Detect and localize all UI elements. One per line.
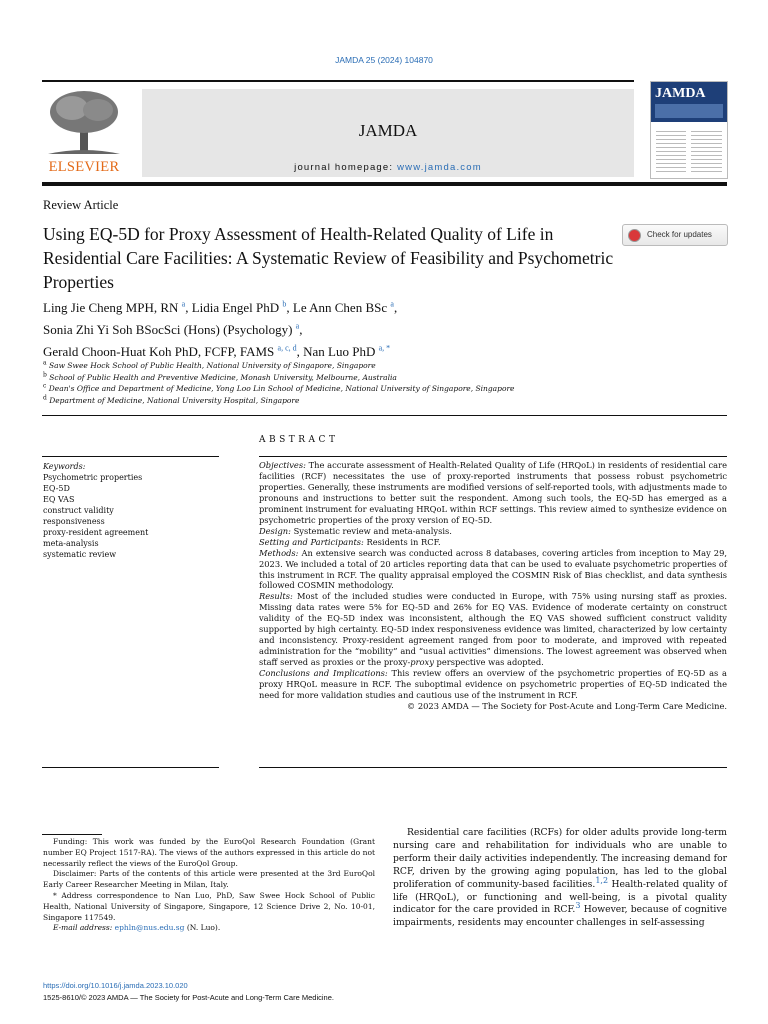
abstract-copyright: © 2023 AMDA — The Society for Post-Acute and Long-Term Care Medicine. <box>406 700 727 711</box>
footnotes <box>43 837 375 934</box>
author-name: Lidia Engel PhD <box>191 300 280 315</box>
crossmark-icon <box>628 229 641 242</box>
author-affiliation-ref[interactable]: a, c, d <box>277 343 297 353</box>
body-text <box>393 827 727 930</box>
correspondence-note: * Address correspondence to Nan Luo, PhD, Saw Swee Hock School of Public Health, National University of Singapore, Singapore, 12 Science Drive 2, No. 10-01, Singapore 117549. <box>43 890 375 922</box>
author-name: Le Ann Chen BSc <box>292 300 388 315</box>
article-title: Using EQ-5D for Proxy Assessment of Health-Related Quality of Life in Residential Care Facilities: A Systematic Review of Feasibility and Psychometric Properties <box>43 224 614 292</box>
journal-citation[interactable]: JAMDA 25 (2024) 104870 <box>335 55 433 65</box>
abstract-rule-top <box>259 456 727 457</box>
homepage-link[interactable]: www.jamda.com <box>397 162 482 173</box>
abstract-methods: Methods: An extensive search was conducted across 8 databases, covering articles from inception to May 29, 2023. We included a total of 20 articles reporting data that can be used to evaluate psychometric properties of this instrument in RCF. The quality appraisal employed the COSMIN Risk of Bias checklist, and data synthesis followed COSMIN methodology. <box>259 547 727 591</box>
author-affiliation-ref[interactable]: a <box>295 321 300 331</box>
journal-name: JAMDA <box>358 121 418 140</box>
cover-title: JAMDA <box>655 86 706 101</box>
author-name: Nan Luo PhD <box>303 344 376 359</box>
elsevier-logo[interactable] <box>42 88 126 176</box>
homepage-label: journal homepage: <box>294 162 394 173</box>
section-rule <box>42 415 727 416</box>
cover-band <box>651 82 727 122</box>
author-name: Gerald Choon-Huat Koh PhD, FCFP, FAMS <box>43 344 275 359</box>
author-name: Ling Jie Cheng MPH, RN <box>43 300 179 315</box>
abstract-results: Results: Most of the included studies were conducted in Europe, with 75% using nursing staff as proxies. Missing data rates were 5% for EQ-5D and 26% for EQ VAS. Evidence of moderate certainty on construct validity of the EQ-5D index was inconsistent, although the EQ VAS showed sufficient construct validity supported by high certainty. EQ-5D index responsiveness evidence was limited, characterized by low certainty and inconsistency. Proxy-resident agreement ranged from poor to moderate, and improved with repeated administration for the “mobility” and “usual activities” dimensions. The lowest agreement was observed when staff served as proxies or the proxy-proxy perspective was adopted. <box>259 591 727 668</box>
keywords-label: Keywords: <box>43 462 86 471</box>
author-affiliation-ref[interactable]: a, * <box>378 343 391 353</box>
page-bottom-info <box>43 980 334 1003</box>
journal-cover[interactable] <box>650 81 728 179</box>
cover-text-lines <box>691 128 722 172</box>
reference-link[interactable]: 3 <box>575 901 581 911</box>
header-thick-rule <box>42 182 727 186</box>
issn-copyright: 1525-8610/© 2023 AMDA — The Society for Post-Acute and Long-Term Care Medicine. <box>43 992 334 1002</box>
journal-homepage <box>142 162 634 173</box>
affiliation-item: $^c$ Dean's Office and Department of Medicine, Yong Loo Lin School of Medicine, National University of Singapore, Singapore <box>43 382 515 393</box>
keyword: EQ-5D <box>43 484 70 493</box>
keyword: Psychometric properties <box>43 473 143 482</box>
footnote-rule <box>42 834 102 835</box>
affiliations <box>43 360 515 406</box>
keyword: proxy-resident agreement <box>43 528 149 537</box>
check-for-updates-button[interactable] <box>622 224 728 246</box>
abstract-rule-bottom <box>259 767 727 768</box>
abstract-conclusions: Conclusions and Implications: This review offers an overview of the psychometric properties of EQ-5D as a proxy HRQoL measure in RCF. The suboptimal evidence on psychometric properties of EQ-5D indicated the need for more validation studies and cautious use of the instrument in RCF. <box>259 668 727 701</box>
keyword: systematic review <box>43 550 117 559</box>
article-type: Review Article <box>43 198 119 212</box>
abstract-body <box>259 460 727 712</box>
body-paragraph: Residential care facilities (RCFs) for older adults provide long-term nursing care and rehabilitation for individuals who are unable to perform their daily activities independently. The increasing demand for RCF, driven by the growing aging population, has led to the global proliferation of community-based facilities.$^{1,2}$ Health-related quality of life (HRQoL), or functioning and well-being, is a pivotal quality indicator for the care provided in RCF.$^3$ However, because of cognitive impairments, residents may encounter challenges in self-assessing <box>393 827 727 929</box>
keyword: responsiveness <box>43 517 105 526</box>
author-list: Ling Jie Cheng MPH, RN $^a$, Lidia Engel PhD $^b$, Le Ann Chen BSc $^a$, Sonia Zhi Yi Soh BSocSci (Hons) (Psychology) $^a$, Gerald Choon-Huat Koh PhD, FCFP, FAMS $^{a, c, d}$, Nan Luo PhD $^{a, *}$ <box>43 299 398 359</box>
author-affiliation-ref[interactable]: a <box>181 299 186 309</box>
cover-text-lines <box>656 128 686 172</box>
elsevier-tree-icon <box>42 88 126 158</box>
abstract-objectives: Objectives: The accurate assessment of Health-Related Quality of Life (HRQoL) in residents of residential care facilities (RCF) necessitates the use of proxy-reported instruments that possess robust psychometric properties. Generally, these instruments are modified versions of self-reported tools, with adjustments made to pronouns and instructions to better suit the respondent. Among such tools, the EQ-5D has emerged as a prominent instrument for evaluating HRQoL within RCF settings. This review aimed to synthesize evidence on psychometric properties of the proxy version of EQ-5D. <box>259 460 728 525</box>
keywords-rule-top <box>42 456 219 457</box>
doi-link[interactable]: https://doi.org/10.1016/j.jamda.2023.10.020 <box>43 981 188 990</box>
check-for-updates-label: Check for updates <box>647 230 712 239</box>
affiliation-item: $^a$ Saw Swee Hock School of Public Health, National University of Singapore, Singapore <box>43 359 376 370</box>
affiliation-item: $^b$ School of Public Health and Preventive Medicine, Monash University, Melbourne, Australia <box>43 371 397 382</box>
email-note: E-mail address: ephln@nus.edu.sg (N. Luo). <box>53 923 221 933</box>
author-affiliation-ref[interactable]: b <box>282 299 287 309</box>
funding-note: Funding: This work was funded by the EuroQol Research Foundation (Grant number EQ Project 1517-RA). The views of the authors expressed in this article do not necessarily reflect the views of the EuroQol Group. <box>43 837 375 868</box>
abstract-heading: ABSTRACT <box>259 435 339 445</box>
author-affiliation-ref[interactable]: a <box>390 299 394 309</box>
abstract-setting: Setting and Participants: Residents in RCF. <box>259 536 441 547</box>
keyword: meta-analysis <box>43 539 99 548</box>
cover-photo-strip <box>655 104 723 118</box>
affiliation-item: $^d$ Department of Medicine, National University Hospital, Singapore <box>43 394 300 405</box>
author-name: Sonia Zhi Yi Soh BSocSci (Hons) (Psychology) <box>43 322 293 337</box>
journal-banner <box>142 89 634 177</box>
keywords-box <box>43 461 218 560</box>
top-rule <box>42 80 634 82</box>
keyword: EQ VAS <box>43 495 75 504</box>
keywords-rule-bottom <box>42 767 219 768</box>
elsevier-wordmark: ELSEVIER <box>48 159 120 175</box>
reference-link[interactable]: 1,2 <box>595 875 609 885</box>
keyword: construct validity <box>43 506 114 515</box>
abstract-design: Design: Systematic review and meta-analysis. <box>259 525 452 536</box>
email-link[interactable]: ephln@nus.edu.sg <box>114 923 185 933</box>
disclaimer-note: Disclaimer: Parts of the contents of this article were presented at the 3rd EuroQol Early Career Researcher Meeting in Milan, Italy. <box>43 869 375 890</box>
